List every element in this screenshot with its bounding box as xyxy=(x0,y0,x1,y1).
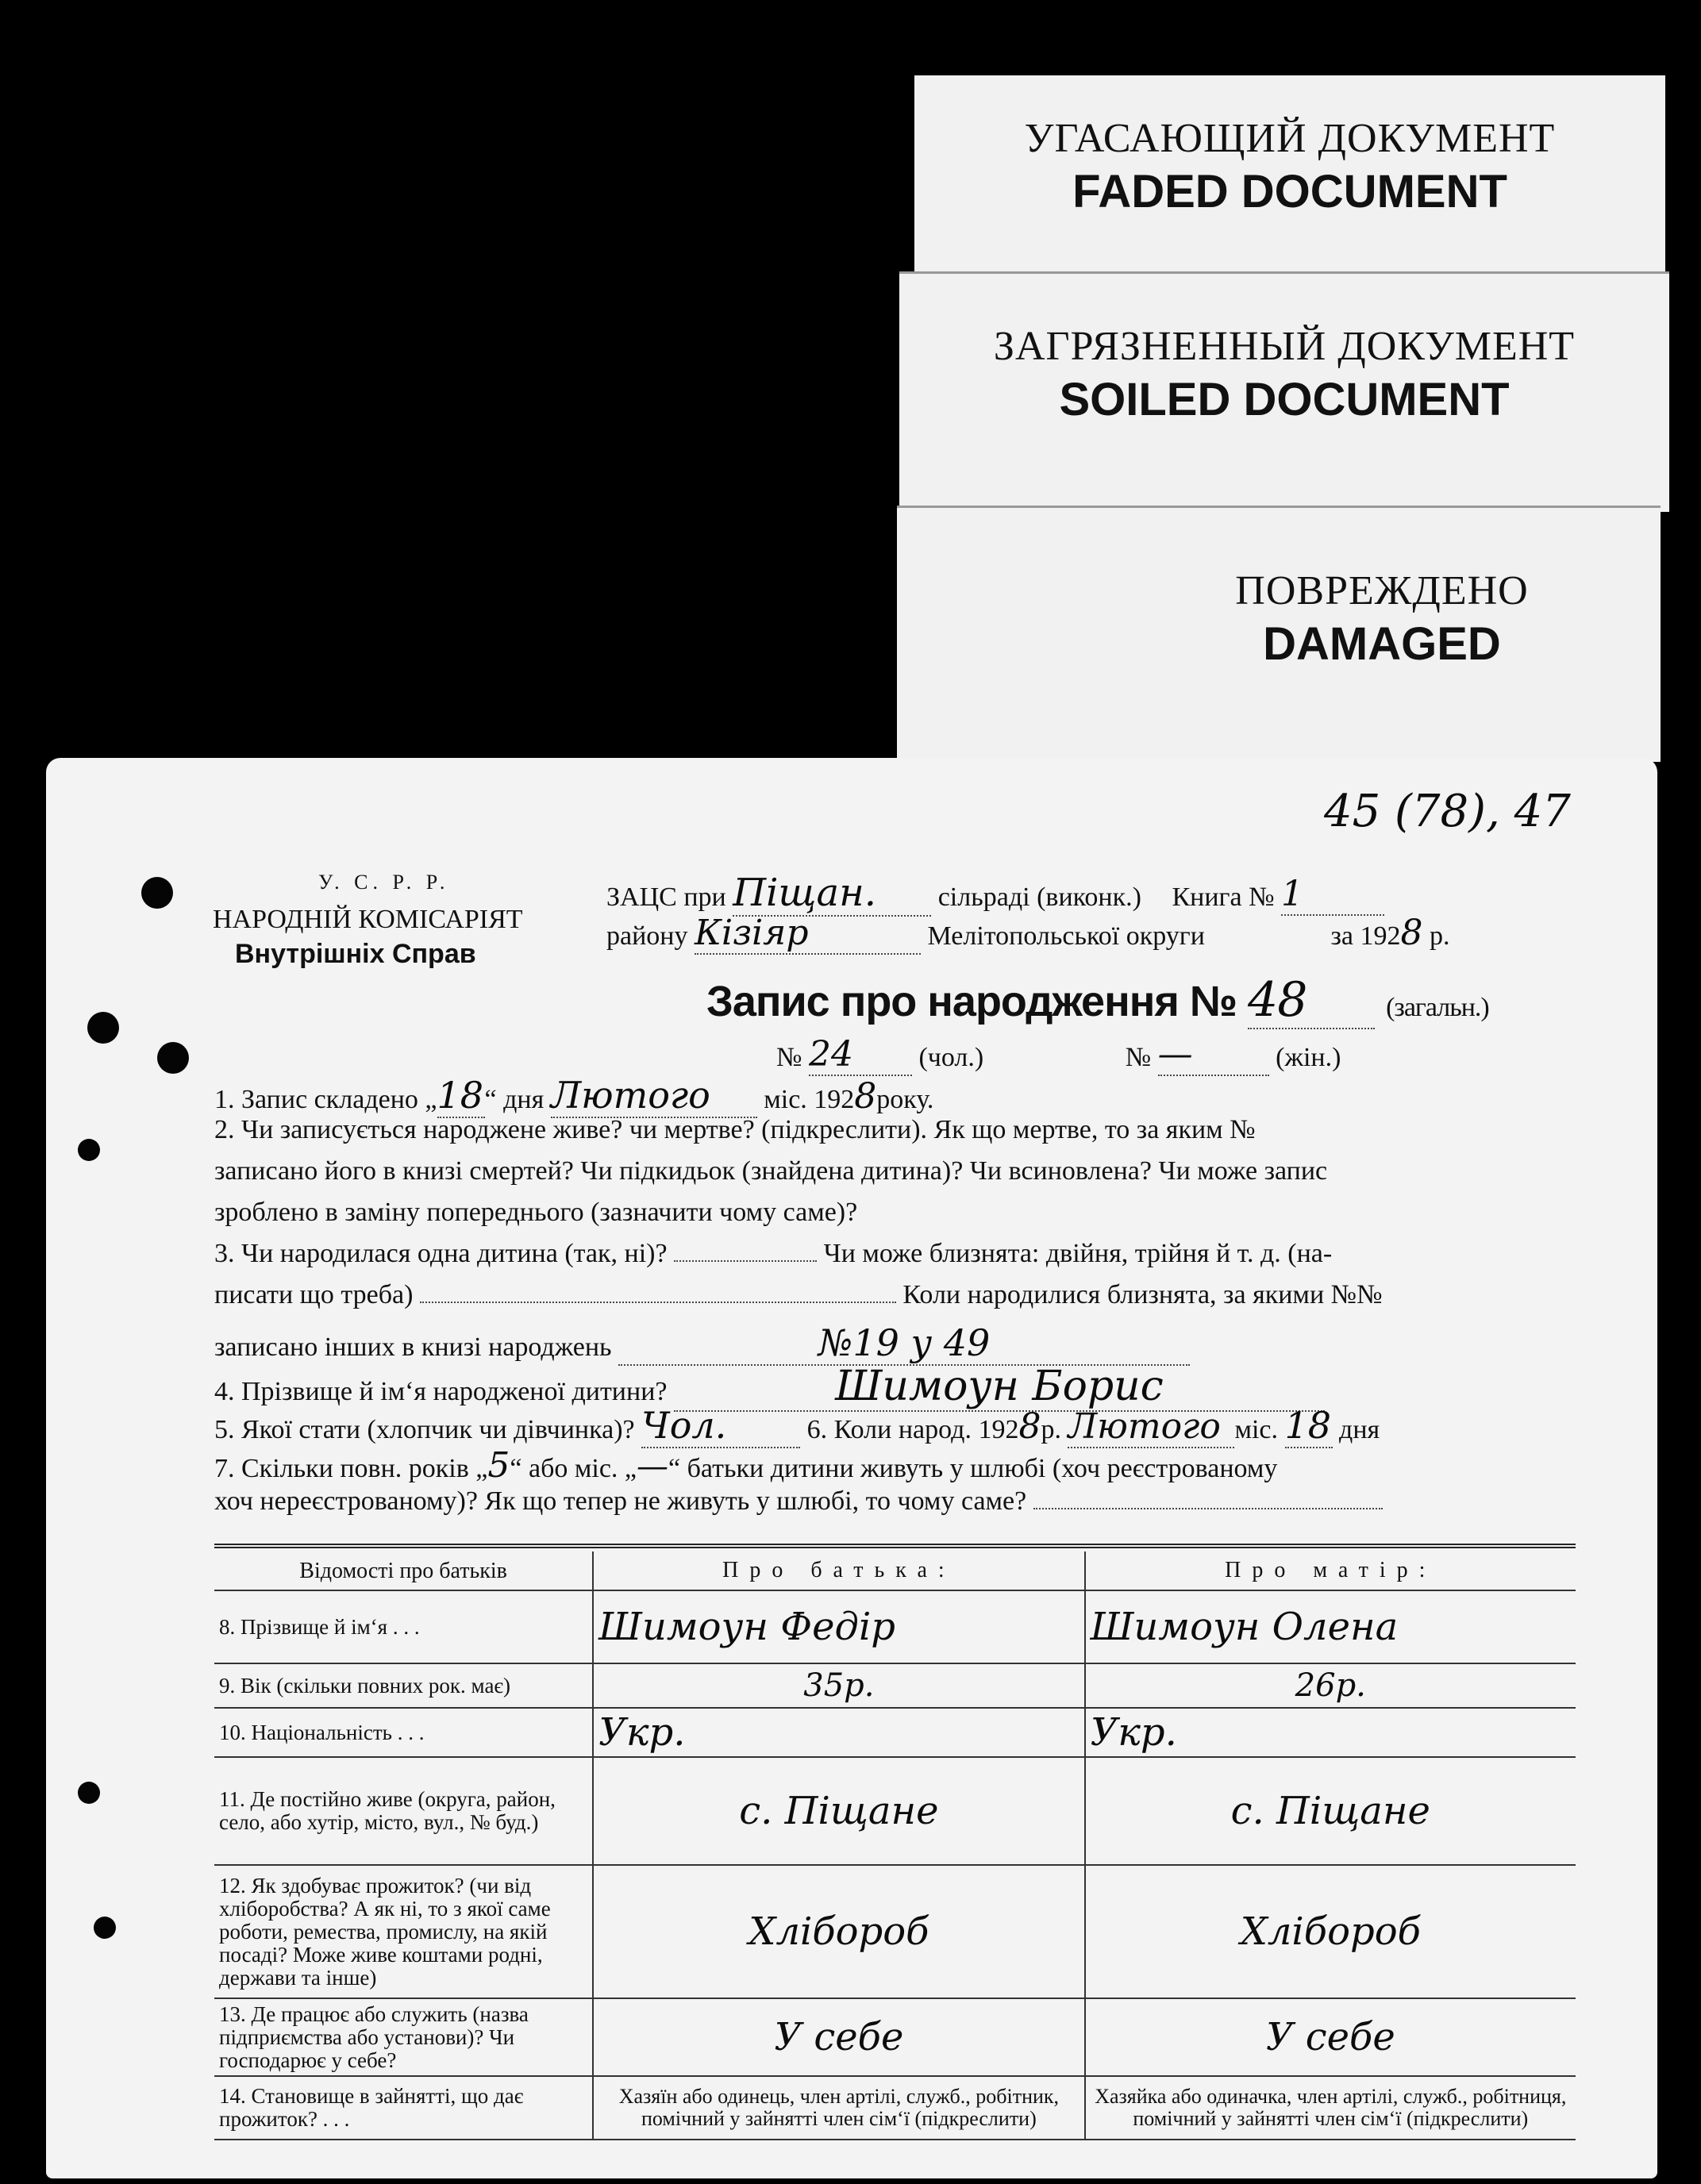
l9-birth-label: 6. Коли народ. 192 xyxy=(806,1415,1019,1444)
child-name-value: Шимоун Борис xyxy=(674,1363,1325,1412)
record-year: 8 xyxy=(854,1076,877,1117)
table-row xyxy=(214,1757,1576,1865)
book-value: 1 xyxy=(1281,874,1384,916)
line-3: записано його в книзі смертей? Чи підкидьок (знайдена дитина)? Чи всиновлена? Чи може запис xyxy=(214,1156,1328,1186)
l10-text-end: “ батьки дитини живуть у шлюбі (хоч реєстрованому xyxy=(668,1454,1278,1483)
marriage-years: 5 xyxy=(487,1445,510,1486)
female-number: — xyxy=(1158,1034,1269,1076)
birth-day: 18 xyxy=(1284,1404,1332,1447)
general-number: 48 xyxy=(1248,972,1375,1029)
l1-text: 1. Запис складено „ xyxy=(214,1085,437,1114)
okrug-label: Мелітопольської округи xyxy=(927,921,1205,951)
table-row xyxy=(214,1998,1576,2076)
punch-hole xyxy=(87,1012,119,1044)
line-11 xyxy=(214,1486,1383,1517)
l8-text: 4. Прізвище й ім‘я народженої дитини? xyxy=(214,1377,668,1406)
general-label: (загальн.) xyxy=(1386,993,1489,1022)
l10-months-label: “ або міс. „ xyxy=(510,1454,637,1483)
line-6 xyxy=(214,1280,1383,1310)
line-9 xyxy=(214,1404,1380,1448)
header-father: Про батька: xyxy=(593,1551,1084,1590)
l1-day-label: “ дня xyxy=(484,1085,545,1114)
twins-records-value: №19 у 49 xyxy=(618,1321,1190,1366)
line-4: зроблено в заміну попереднього (зазначити чому саме)? xyxy=(214,1198,858,1227)
row-question: 12. Як здобуває прожиток? (чи від хліборобства? А як ні, то з якої саме роботи, ремества, промислу, на якій посаді? Може живе коштами родні, держави та інше) xyxy=(214,1865,593,1998)
l11-blank xyxy=(1033,1508,1383,1509)
l5-text: 3. Чи народилася одна дитина (так, ні)? xyxy=(214,1239,668,1268)
row-question: 11. Де постійно живе (округа, район, село, або хутір, місто, вул., № буд.) xyxy=(214,1757,593,1865)
row-question: 14. Становище в зайнятті, що дає прожиток? . . . xyxy=(214,2076,593,2140)
line-2: 2. Чи записується народжене живе? чи мертве? (підкреслити). Як що мертве, то за яким № xyxy=(214,1115,1256,1144)
year-prefix: за 192 xyxy=(1330,921,1401,951)
table-header-row xyxy=(214,1551,1576,1590)
label-ru: УГАСАЮЩИЙ ДОКУМЕНТ xyxy=(1024,116,1556,161)
female-label: (жін.) xyxy=(1276,1043,1341,1072)
mother-value: У себе xyxy=(1085,1998,1576,2076)
father-status-options: Хазяїн або одинець, член артілі, служб., робітник, помічний у зайнятті член сім‘ї (підкреслити) xyxy=(593,2076,1084,2140)
district-label: району xyxy=(606,921,688,951)
zags-suffix: сільраді (виконк.) xyxy=(937,882,1141,912)
mother-value: с. Піщане xyxy=(1085,1757,1576,1865)
label-ru: ПОВРЕЖДЕНО xyxy=(1235,568,1529,613)
l7-text: записано інших в книзі народжень xyxy=(214,1332,612,1362)
ussr-heading: У. С. Р. Р. xyxy=(318,871,450,894)
faded-document-label xyxy=(914,75,1665,278)
numbers-line xyxy=(776,1034,1341,1076)
mother-status-options: Хазяйка або одиначка, член артілі, служб., робітниця, помічний у зайнятті член сім‘ї (підкреслити) xyxy=(1085,2076,1576,2140)
record-month: Лютого xyxy=(551,1074,757,1118)
zags-prefix: ЗАЦС при xyxy=(606,882,726,912)
marriage-months: — xyxy=(637,1448,669,1485)
father-value: Укр. xyxy=(593,1708,1084,1757)
l11-text: хоч нереєстрованому)? Як що тепер не живуть у шлюбі, то чому саме? xyxy=(214,1486,1027,1516)
l5b-text: Чи може близнята: двійня, трійня й т. д. (на- xyxy=(823,1239,1333,1268)
l1-year-label: року. xyxy=(876,1085,934,1114)
punch-hole xyxy=(78,1782,100,1804)
record-title xyxy=(706,972,1489,1029)
zags-line xyxy=(606,871,1384,917)
l10-text: 7. Скільки повн. років „ xyxy=(214,1454,488,1483)
male-number: 24 xyxy=(809,1034,912,1076)
row-question: 13. Де працює або служить (назва підприємства або установи)? Чи господарює у себе? xyxy=(214,1998,593,2076)
l6-text: писати що треба) xyxy=(214,1280,414,1309)
corner-number: 45 (78), 47 xyxy=(1324,786,1571,837)
father-value: с. Піщане xyxy=(593,1757,1084,1865)
title-text: Запис про народження № xyxy=(706,978,1237,1025)
district-line xyxy=(606,913,1449,955)
record-day: 18 xyxy=(437,1074,484,1117)
mother-value: Хлібороб xyxy=(1085,1865,1576,1998)
header-info: Відомості про батьків xyxy=(214,1551,593,1590)
line-10 xyxy=(214,1445,1277,1486)
punch-hole xyxy=(94,1917,116,1939)
l9-year-label: р. xyxy=(1041,1415,1061,1444)
soiled-document-label xyxy=(899,274,1669,512)
row-question: 8. Прізвище й ім‘я . . . xyxy=(214,1590,593,1663)
line-7 xyxy=(214,1321,1190,1366)
header-mother: Про матір: xyxy=(1085,1551,1576,1590)
punch-hole xyxy=(157,1042,189,1074)
child-sex-value: Чол. xyxy=(641,1404,800,1448)
mother-value: Укр. xyxy=(1085,1708,1576,1757)
label-en: SOILED DOCUMENT xyxy=(1059,374,1510,425)
table-row xyxy=(214,1590,1576,1663)
birth-record-form xyxy=(46,758,1657,2178)
parents-table xyxy=(214,1551,1576,2140)
district-value: Кізіяр xyxy=(695,913,921,955)
table-row xyxy=(214,2076,1576,2140)
label-en: DAMAGED xyxy=(1263,618,1501,670)
label-ru: ЗАГРЯЗНЕННЫЙ ДОКУМЕНТ xyxy=(993,324,1576,369)
male-label: (чол.) xyxy=(918,1043,984,1072)
father-value: 35р. xyxy=(593,1663,1084,1708)
birth-month: Лютого xyxy=(1068,1406,1234,1448)
mother-value: Шимоун Олена xyxy=(1085,1590,1576,1663)
table-top-rule xyxy=(214,1544,1576,1548)
damaged-document-label xyxy=(897,508,1661,762)
l9-text: 5. Якої стати (хлопчик чи дівчинка)? xyxy=(214,1415,635,1444)
row-question: 9. Вік (скільки повних рок. має) xyxy=(214,1663,593,1708)
table-row xyxy=(214,1663,1576,1708)
female-no-label: № xyxy=(1125,1043,1152,1072)
line-1 xyxy=(214,1074,933,1118)
birth-year: 8 xyxy=(1018,1406,1041,1447)
row-question: 10. Національність . . . xyxy=(214,1708,593,1757)
male-no-label: № xyxy=(776,1043,802,1072)
table-row xyxy=(214,1708,1576,1757)
zags-value: Піщан. xyxy=(733,871,931,917)
year-value: 8 xyxy=(1400,913,1423,953)
father-value: Шимоун Федір xyxy=(593,1590,1084,1663)
punch-hole xyxy=(78,1139,100,1161)
mother-value: 26р. xyxy=(1085,1663,1576,1708)
l1-month-label: міс. 192 xyxy=(764,1085,855,1114)
year-suffix: р. xyxy=(1429,921,1450,951)
l6b-text: Коли народилися близнята, за якими №№ xyxy=(902,1280,1383,1309)
label-en: FADED DOCUMENT xyxy=(1072,166,1507,217)
father-value: У себе xyxy=(593,1998,1084,2076)
l5-blank xyxy=(674,1260,817,1262)
commissariat-heading: НАРОДНІЙ КОМІСАРІЯТ xyxy=(213,905,523,934)
punch-hole xyxy=(141,877,173,909)
l9-month-label: міс. xyxy=(1234,1415,1279,1444)
table-row xyxy=(214,1865,1576,1998)
line-5 xyxy=(214,1239,1332,1269)
internal-affairs-heading: Внутрішніх Справ xyxy=(235,939,476,969)
father-value: Хлібороб xyxy=(593,1865,1084,1998)
book-label: Книга № xyxy=(1172,882,1275,912)
l6-blank xyxy=(420,1302,896,1303)
l9-day-label: дня xyxy=(1339,1415,1380,1444)
